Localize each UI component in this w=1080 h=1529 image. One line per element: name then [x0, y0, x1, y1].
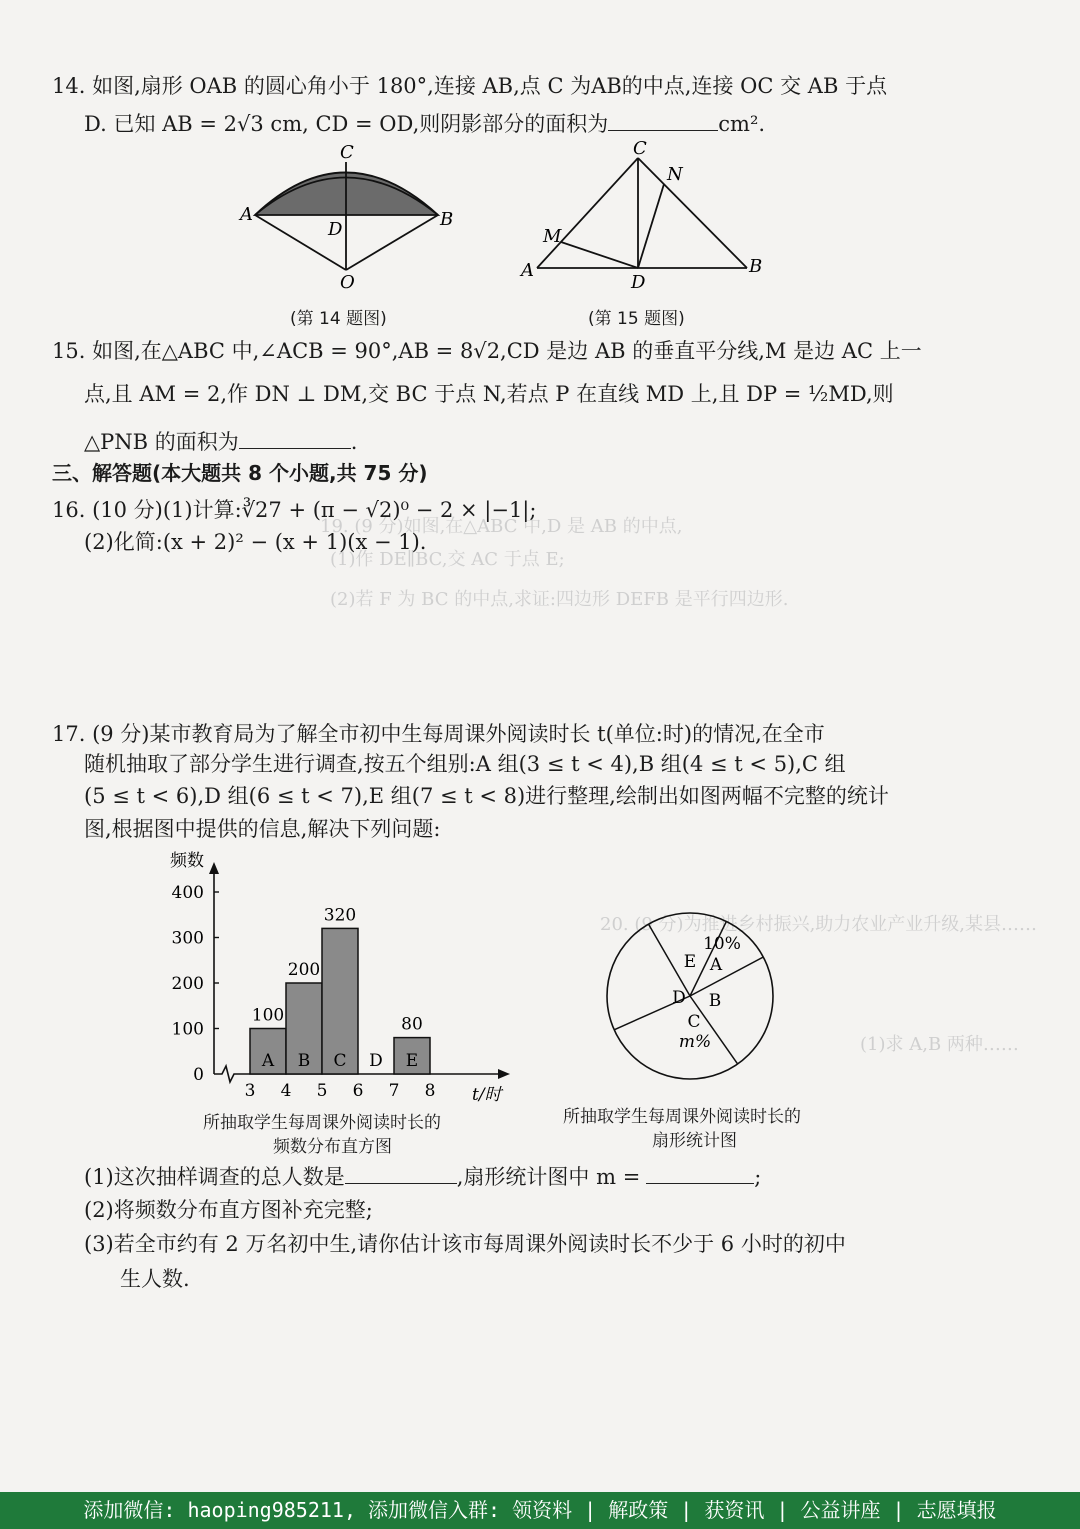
ghost-text-5: (1)求 A,B 两种…… [860, 1034, 1019, 1055]
q14-unit: cm². [718, 112, 766, 136]
pie-chart [600, 906, 780, 1086]
figure-15 [515, 140, 775, 290]
pie-slice-label: C [687, 1012, 701, 1032]
q17-m-blank[interactable] [646, 1161, 754, 1184]
q17-sub1 [84, 1161, 761, 1191]
bar-category-label: A [261, 1051, 275, 1071]
x-tick-label: 5 [316, 1081, 328, 1101]
q15-text: △PNB 的面积为 [84, 430, 239, 454]
label-c: C [340, 142, 354, 163]
bar-value-label: 100 [251, 1005, 285, 1026]
bar-value-label: 200 [287, 960, 321, 980]
bar-value-label: 80 [401, 1014, 423, 1035]
pie-title-2: 扇形统计图 [652, 1131, 737, 1151]
segment-md [561, 242, 638, 268]
bar-category-label: D [369, 1051, 383, 1071]
label-a: A [521, 260, 534, 281]
q17-sub2: (2)将频数分布直方图补充完整; [84, 1198, 373, 1222]
label-d: D [328, 219, 343, 240]
q17-total-blank[interactable] [345, 1161, 457, 1184]
x-tick-label: 4 [280, 1081, 292, 1101]
ghost-text-3: (2)若 F 为 BC 的中点,求证:四边形 DEFB 是平行四边形. [330, 589, 789, 610]
y-tick-label: 300 [171, 928, 204, 949]
label-b: B [440, 209, 454, 230]
x-tick-label: 6 [352, 1081, 364, 1101]
pie-percent-label-c: m% [678, 1032, 712, 1052]
q15-line2: 点,且 AM = 2,作 DN ⊥ DM,交 BC 于点 N,若点 P 在直线 MD 上,且 DP = ½MD,则 [84, 382, 894, 406]
wechat-footer-banner: 添加微信: haoping985211, 添加微信入群: 领资料 | 解政策 | 获资讯 | 公益讲座 | 志愿填报 [0, 1492, 1080, 1529]
label-n: N [667, 164, 683, 185]
label-o: O [340, 272, 355, 290]
q17-sub1-end: ; [754, 1165, 762, 1189]
radius-ob [346, 215, 438, 270]
y-tick-label: 400 [171, 883, 204, 903]
label-a: A [240, 204, 253, 225]
histogram-title-2: 频数分布直方图 [273, 1137, 392, 1157]
q15-answer-blank[interactable] [239, 426, 351, 449]
section-3-heading: 三、解答题(本大题共 8 个小题,共 75 分) [52, 461, 428, 485]
histogram-chart [150, 842, 520, 1110]
q17-sub3-line2: 生人数. [120, 1267, 190, 1291]
bar-value-label: 320 [323, 905, 357, 926]
label-d: D [631, 272, 646, 290]
ghost-text-4: 20. (9 分)为推进乡村振兴,助力农业产业升级,某县…… [600, 914, 1038, 935]
q17-sub3-line1: (3)若全市约有 2 万名初中生,请你估计该市每周课外阅读时长不少于 6 小时的初中 [84, 1232, 846, 1256]
q17-line1: 17. (9 分)某市教育局为了解全市初中生每周课外阅读时长 t(单位:时)的情况,在全市 [52, 722, 825, 746]
q14-line1: 14. 如图,扇形 OAB 的圆心角小于 180°,连接 AB,点 C 为AB的中点,连接 OC 交 AB 于点 [52, 74, 888, 98]
y-tick-label: 100 [171, 1019, 204, 1040]
pie-slice-label: D [672, 988, 686, 1008]
label-c: C [633, 140, 647, 159]
x-tick-label: 7 [388, 1081, 400, 1101]
q17-line3: (5 ≤ t < 6),D 组(6 ≤ t < 7),E 组(7 ≤ t < 8)进行整理,绘制出如图两幅不完整的统计 [84, 784, 889, 808]
q17-sub1-m-text: ,扇形统计图中 m = [456, 1165, 641, 1189]
pie-slice-label: E [683, 952, 697, 972]
x-axis-label: t/时 [472, 1085, 502, 1105]
q14-text: D. 已知 AB = 2√3 cm, CD = OD,则阴影部分的面积为 [84, 112, 609, 136]
y-axis-arrow [209, 862, 219, 874]
x-tick-label: 3 [244, 1081, 256, 1101]
pie-title-1: 所抽取学生每周课外阅读时长的 [563, 1107, 801, 1127]
y-axis-label: 频数 [170, 851, 204, 871]
pie-slice-label: A [709, 955, 723, 975]
x-axis-arrow [498, 1069, 510, 1079]
q15-line3 [84, 426, 357, 456]
bar-category-label: B [297, 1051, 311, 1071]
ghost-text-2: (1)作 DE∥BC,交 AC 于点 E; [330, 549, 565, 570]
q17-line4: 图,根据图中提供的信息,解决下列问题: [84, 817, 441, 841]
figure-14 [230, 140, 480, 290]
pie-percent-label-a: 10% [703, 934, 741, 954]
q14-line2 [84, 108, 765, 138]
q14-answer-blank[interactable] [608, 108, 718, 131]
q16-line1: 16. (10 分)(1)计算:∛27 + (π − √2)⁰ − 2 × |−1|; [52, 498, 537, 522]
ghost-text-1: 19. (9 分)如图,在△ABC 中,D 是 AB 的中点, [320, 516, 683, 537]
segment-dn [638, 184, 664, 268]
pie-slice-label: B [708, 991, 722, 1011]
q15-period: . [350, 430, 358, 454]
fig14-caption: (第 14 题图) [290, 309, 387, 329]
q15-line1: 15. 如图,在△ABC 中,∠ACB = 90°,AB = 8√2,CD 是边 AB 的垂直平分线,M 是边 AC 上一 [52, 339, 922, 363]
fig15-caption: (第 15 题图) [588, 309, 685, 329]
q17-line2: 随机抽取了部分学生进行调查,按五个组别:A 组(3 ≤ t < 4),B 组(4 ≤ t < 5),C 组 [84, 752, 846, 776]
label-m: M [543, 226, 562, 247]
x-tick-label: 8 [424, 1081, 436, 1101]
histogram-title-1: 所抽取学生每周课外阅读时长的 [203, 1113, 441, 1133]
q17-sub1-text: (1)这次抽样调查的总人数是 [84, 1165, 345, 1189]
q16-line2: (2)化简:(x + 2)² − (x + 1)(x − 1). [84, 530, 427, 554]
y-tick-label: 0 [193, 1065, 204, 1085]
bar-category-label: C [333, 1051, 347, 1071]
bar-category-label: E [405, 1051, 419, 1071]
y-tick-label: 200 [171, 974, 204, 994]
label-b: B [749, 256, 763, 277]
pie-slice-boundary [690, 957, 763, 996]
